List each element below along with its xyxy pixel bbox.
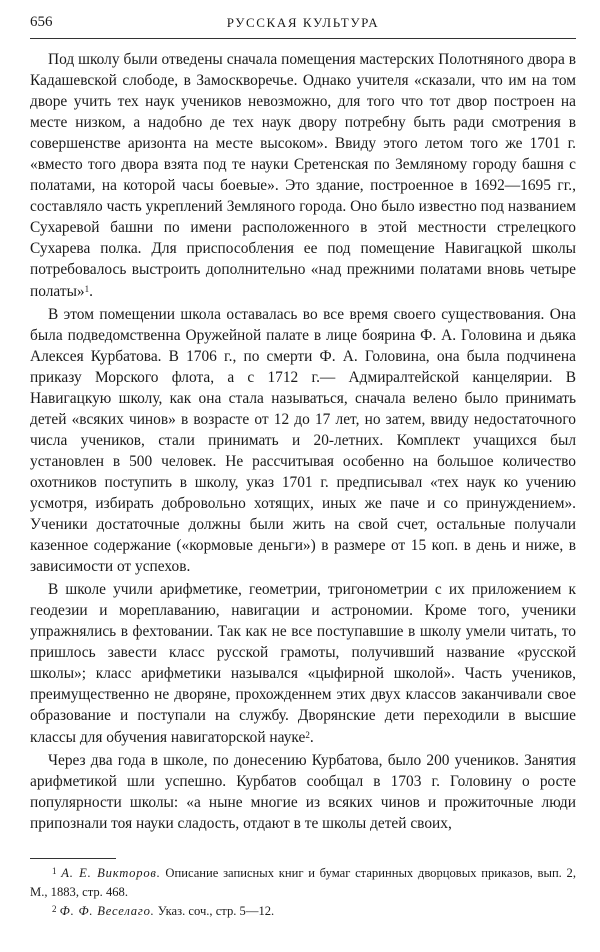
paragraph: В школе учили арифметике, геометрии, тригонометрии с их приложением к геодезии и мореплаванию, навигации и астрономии. Кроме того, ученики упражнялись в фехтовании. Так как не все поступавшие в школу умели читать, то пришлось завести класс русской грамоты, получивший название «русской школы»; класс арифметики назывался «цыфирной школой». Часть учеников, преимущественно не дворяне, прохожденнем этих двух классов заканчивали свое образование и поступали на службу. Дворянские дети переходили в высшие классы для обучения навигаторской науке$^2$. <box>30 581 576 746</box>
paragraph-text: В школе учили арифметике, геометрии, тригонометрии с их приложением к геодезии и мореплаванию, навигации и астрономии. Кроме того, ученики упражнялись в фехтовании. Так как не все поступавшие в школу умели читать, то пришлось завести класс русской грамоты, получивший название «русской школы»; класс арифметики назывался «цыфирной школой». Часть учеников, преимущественно не дворяне, прохожденнем этих двух классов заканчивали свое образование и поступали на службу. Дворянские дети переходили в высшие классы для обучения навигаторской науке <box>30 581 576 746</box>
footnote-ref[interactable]: 1 <box>84 283 90 294</box>
footnotes <box>30 864 576 921</box>
body-text <box>30 49 576 834</box>
footnote-rule <box>30 858 116 859</box>
paragraph-text: В этом помещении школа оставалась во все время своего существования. Она была подведомственна Оружейной палате в лице боярина Ф. А. Головина и дьяка Алексея Курбатова. В 1706 г., по смерти Ф. А. Головина, она была подчинена приказу Морского флота, а с 1712 г.— Адмиралтейской канцелярии. В Навигацкую школу, как она стала называться, сначала велено было принимать детей «всяких чинов» в возрасте от 12 до 17 лет, но затем, ввиду недостаточного числа учеников, стали принимать и 20-летних. Комплект учащихся был установлен в 500 человек. Не рассчитывая особенно на большое количество охотников поступить в школу, указ 1701 г. предписывал «тех наук ко учению усмотря, избирать добровольно хотящих, иных же паче и со принуждением». Ученики достаточные должны были жить на свой счет, остальные получали казенное содержание («кормовые деньги») в размере от 15 коп. в день и ниже, в зависимости от успехов. <box>30 305 576 576</box>
footnote-mark: 1 <box>52 866 57 876</box>
footnote-text: Описание записных книг и бумаг старинных дворцовых приказов, вып. 2, М., 1883, стр. 468. <box>30 866 576 899</box>
footnote <box>30 864 576 902</box>
paragraph-text: Под школу были отведены сначала помещения мастерских Полотняного двора в Кадашевской слободе, в Замоскворечье. Однако учителя «сказали, что им на том дворе учить тех наук учеников невозможно, для того что тот двор построен на месте низком, а надобно де тех наук двору потребну быть ради смотрения в совершенстве аризонта на месте высоком». Ввиду этого летом того же 1701 г. «вместо того двора взята под те науки Сретенская по Земляному городу башня с полатами, на которой часы боевые». Это здание, построенное в 1692—1695 гг., составляло часть укреплений Земляного города. Оно было известно под названием Сухаревой башни по имени расположенного в этой местности стрелецкого Сухарева полка. Для приспособления ее под помещение Навигацкой школы потребовалось выстроить дополнительно «над прежними полатами вновь четыре полаты» <box>30 51 576 300</box>
paragraph <box>30 750 576 834</box>
footnote-mark: 2 <box>52 904 57 914</box>
footnote-author: А. Е. Викторов. <box>61 866 161 880</box>
paragraph <box>30 304 576 578</box>
page-header <box>30 14 576 36</box>
footnote-author: Ф. Ф. Веселаго. <box>59 904 155 918</box>
footnote-ref[interactable]: 2 <box>305 729 310 740</box>
footnote-text: Указ. соч., стр. 5—12. <box>157 904 275 918</box>
paragraph-text: Через два года в школе, по донесению Курбатова, было 200 учеников. Занятия арифметикой шли успешно. Курбатов сообщал в 1703 г. Головину о росте популярности школы: «а ныне многие из всяких чинов и прожиточные люди припознали тоя науки сладость, отдают в те школы детей своих, <box>30 751 576 832</box>
header-rule <box>30 38 576 39</box>
running-title: РУССКАЯ КУЛЬТУРА <box>226 15 380 30</box>
page-number: 656 <box>30 14 53 30</box>
footnote <box>30 902 576 921</box>
paragraph: Под школу были отведены сначала помещения мастерских Полотняного двора в Кадашевской слободе, в Замоскворечье. Однако учителя «сказали, что им на том дворе учить тех наук учеников невозможно, для того что тот двор построен на месте низком, а надобно де тех наук двору потребну быть ради смотрения в совершенстве аризонта на месте высоком». Ввиду этого летом того же 1701 г. «вместо того двора взята под те науки Сретенская по Земляному городу башня с полатами, на которой часы боевые». Это здание, построенное в 1692—1695 гг., составляло часть укреплений Земляного города. Оно было известно под названием Сухаревой башни по имени расположенного в этой местности стрелецкого Сухарева полка. Для приспособления ее под помещение Навигацкой школы потребовалось выстроить дополнительно «над прежними полатами вновь четыре полаты»$^1$. <box>30 51 576 300</box>
